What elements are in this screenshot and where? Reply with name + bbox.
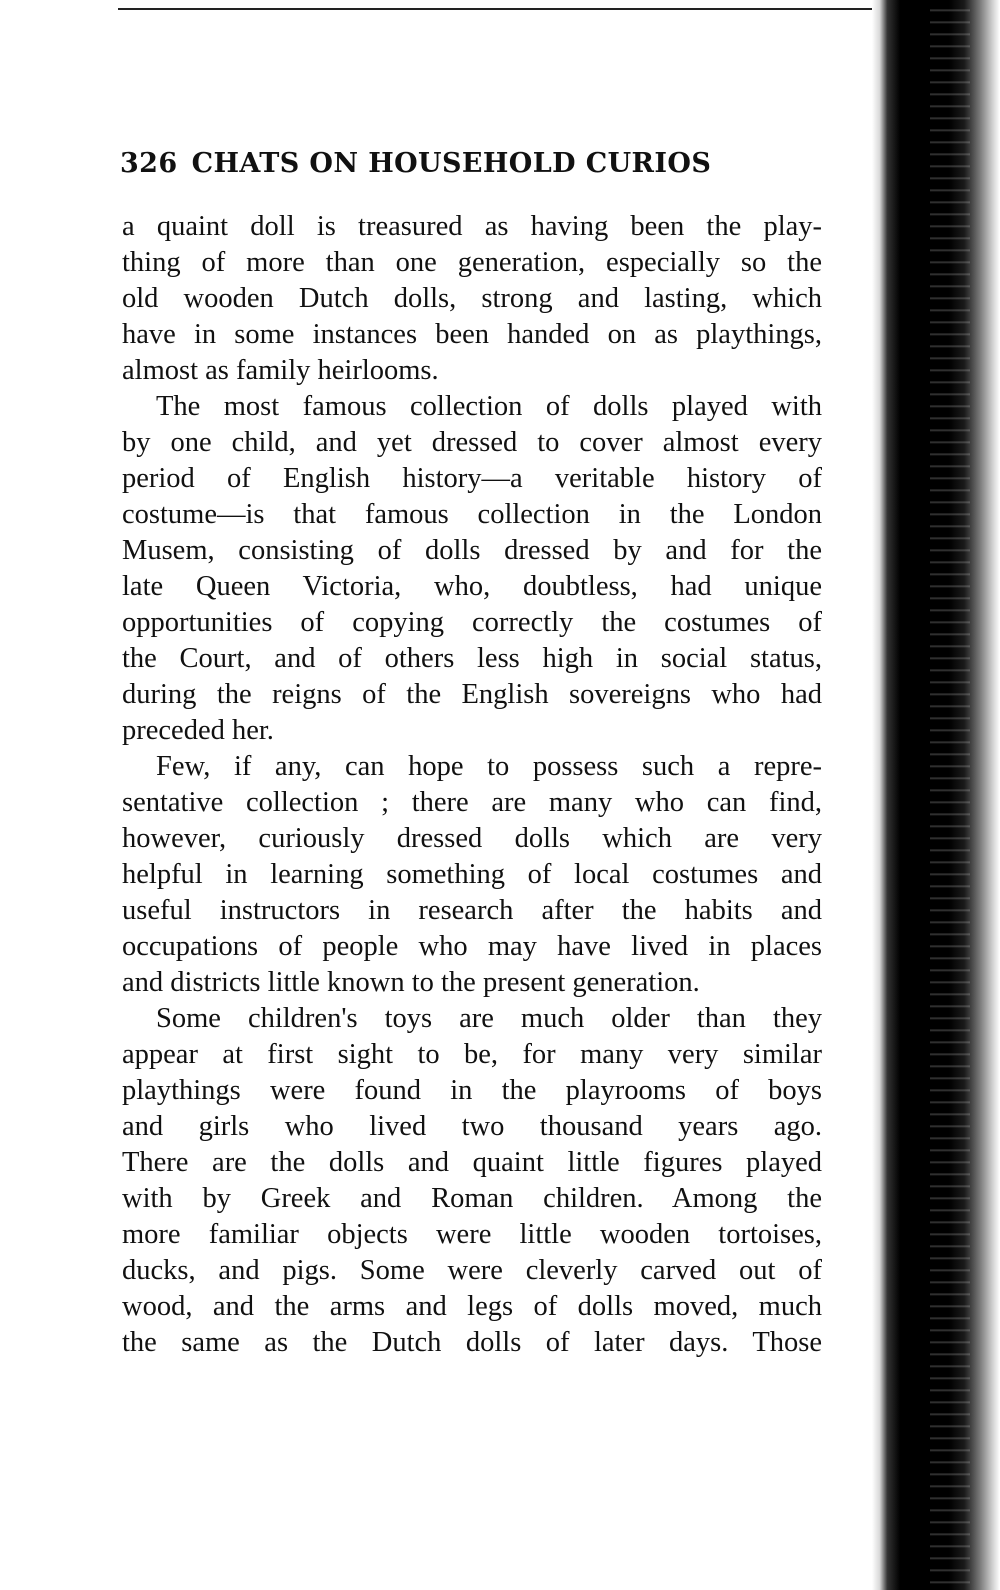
text-line: the Court, and of others less high in social status, — [122, 643, 822, 674]
text-line: by one child, and yet dressed to cover almost every — [122, 427, 822, 458]
text-line: old wooden Dutch dolls, strong and lasting, which — [122, 283, 822, 314]
text-line: Few, if any, can hope to possess such a repre- — [156, 751, 822, 782]
text-line: Some children's toys are much older than they — [156, 1003, 822, 1034]
text-line: have in some instances been handed on as playthings, — [122, 319, 822, 350]
text-line: during the reigns of the English sovereigns who had — [122, 679, 822, 710]
text-line: occupations of people who may have lived in places — [122, 931, 822, 962]
text-line: with by Greek and Roman children. Among the — [122, 1183, 822, 1214]
paragraph-4 — [122, 1001, 822, 1361]
text-line: appear at first sight to be, for many very similar — [122, 1039, 822, 1070]
binding-texture — [930, 0, 970, 1590]
page-number: 326 — [120, 148, 178, 179]
text-line: however, curiously dressed dolls which are very — [122, 823, 822, 854]
text-line: wood, and the arms and legs of dolls moved, much — [122, 1291, 822, 1322]
body-text — [122, 209, 822, 1361]
text-line: and girls who lived two thousand years ago. — [122, 1111, 822, 1142]
text-line: and districts little known to the present generation. — [122, 967, 700, 998]
text-line: late Queen Victoria, who, doubtless, had unique — [122, 571, 822, 602]
text-line: There are the dolls and quaint little figures played — [122, 1147, 822, 1178]
text-line: opportunities of copying correctly the costumes of — [122, 607, 822, 638]
text-line: thing of more than one generation, especially so the — [122, 247, 822, 278]
text-line: more familiar objects were little wooden tortoises, — [122, 1219, 822, 1250]
text-line: helpful in learning something of local costumes and — [122, 859, 822, 890]
text-line: the same as the Dutch dolls of later days. Those — [122, 1327, 822, 1358]
paragraph-3 — [122, 749, 822, 1001]
text-line: a quaint doll is treasured as having been the play- — [122, 211, 822, 242]
text-line: sentative collection ; there are many who can find, — [122, 787, 822, 818]
running-title: CHATS ON HOUSEHOLD CURIOS — [191, 148, 712, 179]
paragraph-1 — [122, 209, 822, 389]
text-line: preceded her. — [122, 715, 274, 746]
text-line: useful instructors in research after the habits and — [122, 895, 822, 926]
text-line: Musem, consisting of dolls dressed by and for the — [122, 535, 822, 566]
text-line: costume—is that famous collection in the London — [122, 499, 822, 530]
running-header — [120, 148, 820, 179]
text-line: almost as family heirlooms. — [122, 355, 439, 386]
text-line: playthings were found in the playrooms of boys — [122, 1075, 822, 1106]
top-rule — [118, 8, 878, 10]
text-line: ducks, and pigs. Some were cleverly carved out of — [122, 1255, 822, 1286]
paragraph-2 — [122, 389, 822, 749]
text-line: The most famous collection of dolls played with — [156, 391, 822, 422]
text-line: period of English history—a veritable history of — [122, 463, 822, 494]
